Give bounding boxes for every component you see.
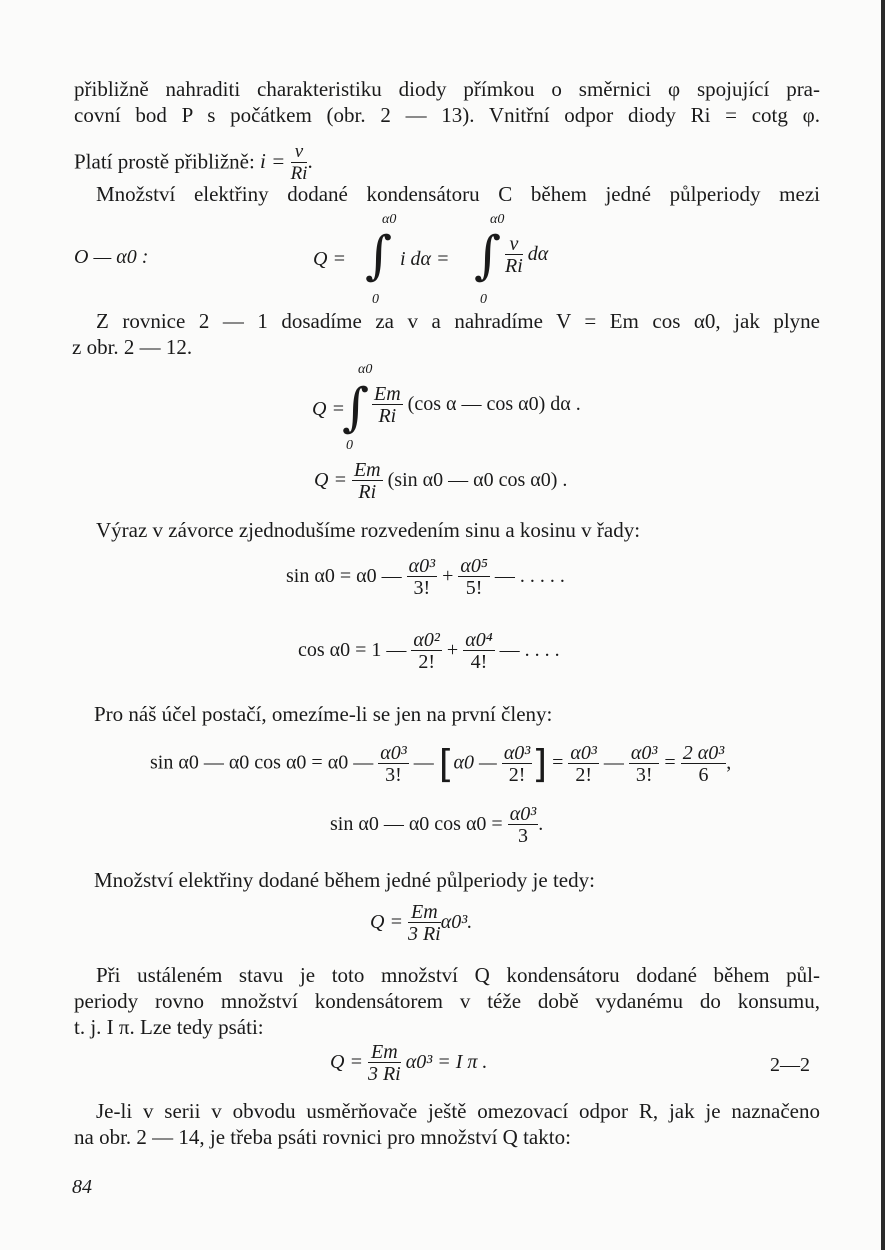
paragraph-line: covní bod P s počátkem (obr. 2 — 13). Vnitřní odpor diody Ri = cotg φ. (74, 103, 820, 127)
approximation-equation: sin α0 — α0 cos α0 = α0 — $\frac{\text{α0³}}{3!}$ — [α0 — $\frac{\text{α0³}}{2!}$ ] = $\frac{\text{α0³}}{2!}$ — $\frac{\text{α0³}}{3!}$ = $\frac{\text{2 α0³}}{6}$ , (150, 741, 732, 786)
ohm-equation: i = $\frac{v}{Ri}$ . (260, 141, 313, 184)
cos-series-equation: cos α0 = 1 — $\frac{\text{α0²}}{2!}$ + $\frac{\text{α0⁴}}{4!}$ — . . . . (298, 629, 560, 673)
page-edge (881, 0, 885, 1250)
paragraph-line: periody rovno množství kondensátorem v téže době vydanému do konsumu, (74, 989, 820, 1013)
sin-series-equation: sin α0 = α0 — $\frac{\text{α0³}}{3!}$ + $\frac{\text{α0⁵}}{5!}$ — . . . . . (286, 555, 565, 599)
page-number: 84 (72, 1176, 92, 1198)
paragraph-line (74, 142, 313, 185)
paragraph-line: Při ustáleném stavu je toto množství Q kondensátoru dodané během půl- (96, 963, 820, 987)
paragraph-line: z obr. 2 — 12. (72, 335, 193, 359)
equation-number: 2—2 (770, 1054, 810, 1076)
steady-state-equation: Q = $\frac{Em}{3 Ri}$ α0³ = I π . (330, 1041, 488, 1085)
paragraph-line: přibližně nahraditi charakteristiku diody přímkou o směrnici φ spojující pra- (74, 77, 820, 101)
sin-result-equation: Q = $\frac{Em}{Ri}$ (sin α0 — α0 cos α0) . (314, 459, 568, 503)
charge-result-equation: Q = $\frac{Em}{3 Ri}$ α0³. (370, 901, 473, 945)
integral-sign: ∫ (342, 378, 370, 438)
integral-sign: ∫ (365, 226, 393, 286)
limits-label: O — α0 : (74, 246, 149, 268)
ohm-prefix: Platí prostě přibližně: (74, 149, 255, 174)
paragraph-line: Výraz v závorce zjednodušíme rozvedením sinu a kosinu v řady: (96, 518, 641, 542)
paragraph-line: na obr. 2 — 14, je třeba psáti rovnici pro množství Q takto: (74, 1125, 571, 1149)
paragraph-line: Z rovnice 2 — 1 dosadíme za v a nahradíme V = Em cos α0, jak plyne (96, 309, 820, 333)
paragraph-line: Je-li v serii v obvodu usměrňovače ještě omezovací odpor R, jak je naznačeno (96, 1099, 820, 1123)
paragraph-line: t. j. I π. Lze tedy psáti: (74, 1015, 264, 1039)
paragraph-line: Pro náš účel postačí, omezíme-li se jen na první členy: (94, 702, 553, 726)
paragraph-line: Množství elektřiny dodané kondensátoru C během jedné půlperiody mezi (96, 182, 820, 206)
paragraph-line: Množství elektřiny dodané během jedné půlperiody je tedy: (94, 868, 595, 892)
integral-sign: ∫ (474, 226, 502, 286)
approximation-result-equation: sin α0 — α0 cos α0 = $\frac{\text{α0³}}{3}$ . (330, 803, 544, 847)
